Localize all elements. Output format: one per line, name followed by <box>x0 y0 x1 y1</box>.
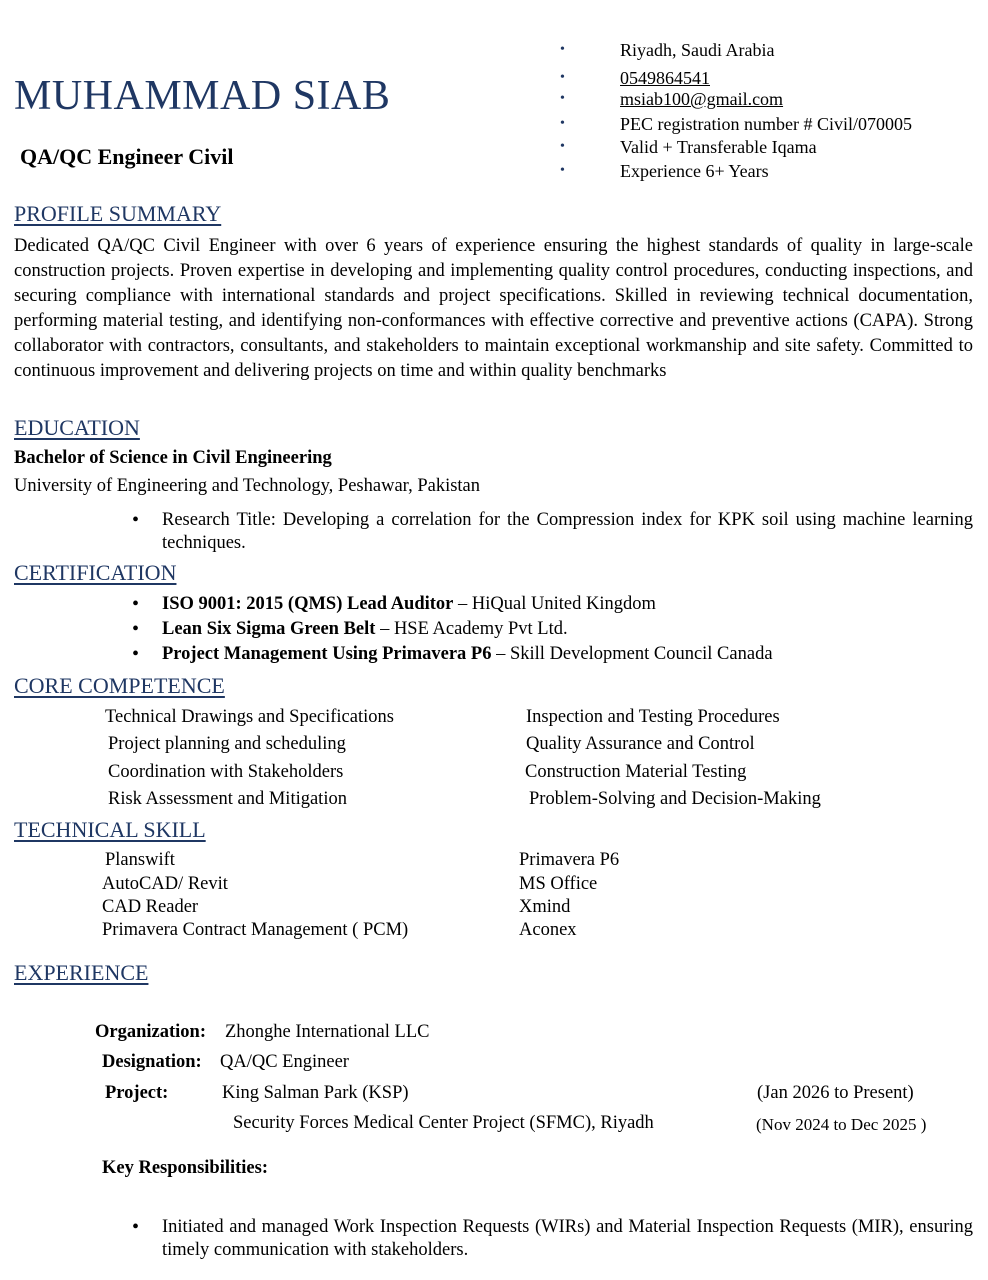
bullet-icon: • <box>560 69 565 85</box>
certification-item: • ISO 9001: 2015 (QMS) Lead Auditor – HiQual United Kingdom <box>132 593 656 615</box>
technical-heading: TECHNICAL SKILL <box>14 817 206 842</box>
contact-phone[interactable]: • 0549864541 <box>560 67 710 88</box>
competence-item: Inspection and Testing Procedures <box>526 707 780 727</box>
degree: Bachelor of Science in Civil Engineering <box>14 448 332 468</box>
contact-list <box>560 38 980 183</box>
competence-item: Problem-Solving and Decision-Making <box>529 789 821 809</box>
profile-heading: PROFILE SUMMARY <box>14 201 222 226</box>
skill-item: Primavera P6 <box>519 850 620 870</box>
project-label: Project: <box>105 1083 169 1103</box>
designation-label: Designation: <box>102 1052 202 1072</box>
education-heading: EDUCATION <box>14 415 140 440</box>
contact-pec: • PEC registration number # Civil/070005 <box>560 113 912 134</box>
competence-item: Construction Material Testing <box>525 762 747 782</box>
bullet-icon: • <box>132 593 140 615</box>
certification-heading: CERTIFICATION <box>14 560 177 585</box>
bullet-icon: • <box>560 139 565 154</box>
responsibilities-heading: Key Responsibilities: <box>102 1158 268 1178</box>
bullet-icon: • <box>132 509 140 531</box>
bullet-icon: • <box>560 162 565 178</box>
skill-item: Xmind <box>519 897 571 917</box>
research-item: • Research Title: Developing a correlation for the Compression index for KPK soil using machine learning techniques. <box>132 509 973 553</box>
organization-label: Organization: <box>95 1022 206 1042</box>
competence-item: Project planning and scheduling <box>108 734 346 754</box>
certification-list <box>132 592 973 667</box>
skill-item: Planswift <box>105 850 175 870</box>
job-title: QA/QC Engineer Civil <box>20 144 234 169</box>
project-name: Security Forces Medical Center Project (SFMC), Riyadh <box>233 1113 654 1133</box>
bullet-icon: • <box>132 618 140 640</box>
organization-value: Zhonghe International LLC <box>225 1022 430 1042</box>
profile-text: Dedicated QA/QC Civil Engineer with over 6 years of experience ensuring the highest standards of quality in large-scale construction projects. Proven expertise in developing and implementing quality control procedures, conducting inspections, and securing compliance with international standards and project specifications. Skilled in reviewing technical documentation, performing material testing, and identifying non-conformances with effective corrective and preventive actions (CAPA). Strong collaborator with contractors, consultants, and stakeholders to maintain exceptional workmanship and site safety. Committed to continuous improvement and delivering projects on time and within quality benchmarks <box>14 236 973 381</box>
competence-item: Quality Assurance and Control <box>526 734 755 754</box>
experience-heading: EXPERIENCE <box>14 960 149 985</box>
designation-value: QA/QC Engineer <box>220 1052 349 1072</box>
competence-heading: CORE COMPETENCE <box>14 673 225 698</box>
university: University of Engineering and Technology, Peshawar, Pakistan <box>14 476 481 496</box>
skill-item: Primavera Contract Management ( PCM) <box>102 920 409 940</box>
bullet-icon: • <box>132 643 140 665</box>
contact-iqama: • Valid + Transferable Iqama <box>560 137 817 157</box>
candidate-name: MUHAMMAD SIAB <box>14 73 391 119</box>
responsibilities-list <box>132 1216 973 1262</box>
responsibility-item: • Initiated and managed Work Inspection Requests (WIRs) and Material Inspection Requests (MIR), ensuring timely communication with stakeholders. <box>132 1216 973 1260</box>
competence-item: Coordination with Stakeholders <box>108 762 344 782</box>
research-list <box>132 509 973 555</box>
bullet-icon: • <box>560 42 565 57</box>
skill-item: AutoCAD/ Revit <box>102 874 228 894</box>
certification-item: • Lean Six Sigma Green Belt – HSE Academy Pvt Ltd. <box>132 618 568 640</box>
skill-item: Aconex <box>519 920 577 940</box>
bullet-icon: • <box>560 91 565 106</box>
project-dates: (Nov 2024 to Dec 2025 ) <box>756 1115 927 1134</box>
bullet-icon: • <box>132 1216 140 1238</box>
skill-item: MS Office <box>519 874 598 894</box>
competence-item: Risk Assessment and Mitigation <box>108 789 347 809</box>
contact-location: • Riyadh, Saudi Arabia <box>560 40 775 60</box>
skill-item: CAD Reader <box>102 897 199 917</box>
contact-email[interactable]: • msiab100@gmail.com <box>560 89 784 109</box>
contact-experience: • Experience 6+ Years <box>560 160 769 181</box>
project-dates: (Jan 2026 to Present) <box>757 1083 914 1103</box>
bullet-icon: • <box>560 115 565 131</box>
certification-item: • Project Management Using Primavera P6 – Skill Development Council Canada <box>132 643 773 665</box>
project-name: King Salman Park (KSP) <box>222 1083 409 1103</box>
competence-item: Technical Drawings and Specifications <box>105 707 394 727</box>
